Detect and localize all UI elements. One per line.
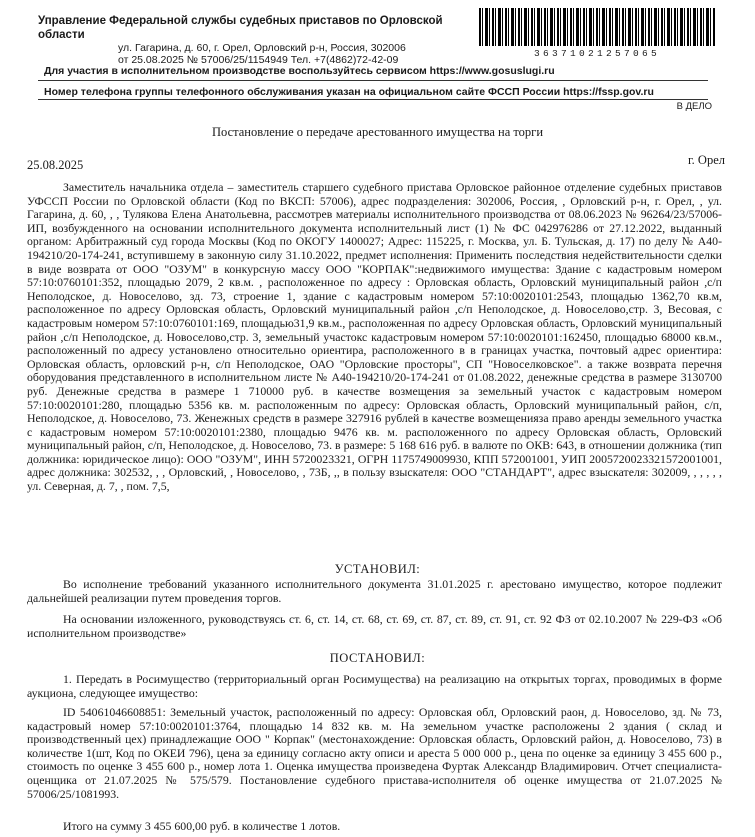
gosuslugi-line: Для участия в исполнительном производстве воспользуйтесь сервисом https://www.gosuslugi.ru [44,65,555,77]
postanovil-heading: ПОСТАНОВИЛ: [329,651,426,665]
ustanovil-paragraph: Во исполнение требований указанного исполнительного документа 31.01.2025 г. арестовано имущество, которое подлежит дальнейшей реализации путем проведения торгов. [27,577,722,605]
property-id-paragraph: ID 54061046608851: Земельный участок, расположенный по адресу: Орловская обл, Орловский раон, д. Новоселово, зд. № 73, кадастровый номер 57:10:0020101:3764, площадью 14 832 кв. м. На земельном участке расположены 2 здания ( склад и производственный цех) принадлежащие ООО " Корпак" (местонахождение: Орловская область, Орловский район, д. Новоселово, 73) в количестве 1(шт, Код по ОКЕИ 796), цена за единицу согласно акту описи и ареста 5 000 000 р., цена по оценке за единицу 3 455 600 р., стоимость по оценке 3 455 600 р., номер лота 1. Оценка имущества произведена Фуртак Александр Владимирович. Отчет специалиста-оценщика от 21.07.2025 № 575/579. Постановление судебного пристава-исполнителя об оценке имущества от 21.07.2025 № 57006/25/1081993. [27,705,722,801]
header-block [38,14,468,66]
item-1-paragraph: 1. Передать в Росимущество (территориальный орган Росимущества) на реализацию на открытых торгах, проводимых в форме аукциона, следующее имущество: [27,672,722,700]
ustanovil-heading: УСТАНОВИЛ: [334,562,421,576]
header-ref: от 25.08.2025 № 57006/25/1154949 Тел. +7(4862)72-42-09 [118,54,399,66]
document-date: 25.08.2025 [27,158,84,172]
intro-paragraph: Заместитель начальника отдела – заместитель старшего судебного пристава Орловское районное отделение судебных приставов УФССП России по Орловской области (Код по ВКСП: 57006), адрес подразделения: 302006, Россия, , Орловский р-н, г. Орел, , ул. Гагарина, д. 60, , , Тулякова Елена Анатольевна, рассмотрев материалы исполнительного производства от 08.06.2023 № 96264/23/57006-ИП, возбужденного на основании исполнительного документа исполнительный лист (1) № ФС 042976286 от 27.12.2022, выданный органом: Арбитражный суд города Москвы (Код по ОКОГУ 1400027; Адрес: 115225, г. Москва, ул. Б. Тульская, д. 17) по делу № А40-194210/20-174-241, вступившему в законную силу 31.10.2022, предмет исполнения: Применить последствия недействительности сделки в виде возврата от ООО "ОЗУМ" в конкурсную массу ООО "КОРПАК":недвижимого имущества: Здание с кадастровым номером 57:10:0760101:352, площадью 2079, 2 кв.м. , расположенное по адресу : Орловская область, Орловский муниципальный район ,с/п Неполодское, д. Новоселово, зд. 73, строение 1, здание с кадастровым номером 57:10:0020101:2543, площадью 1362,70 кв.м, расположенное по адресу Орловская область, Орловский муниципальный район ,с/п Неполодское, д. Новоселово,стр. 3, Весовая, с кадастровым номером 57:10:0760101:169, площадью31,9 кв.м., расположенная по адресу Орловская область, Орловский муниципальный район ,с/п Неполодское, д. Новоселово,стр. 3, земельный участокс кадастровым номером 57:10:0020101:162450, площадью 68000 кв.м., расположенный по адресу установлено относительно ориентира, расположенного в в границах участка, почтовый адрес ориентира: Орловская область, орловский р-н, с/п Неполодское, ОАО "Орловские просторы", СП "Новоселковское". а также возврата перечня оборудования представленного в исполнительном листе № А40-194210/20-174-241 от 01.08.2022, денежные средства в размере 3130700 руб. Денежные средства в размере 1 710000 руб. в качестве возмещения за земельный участок с кадастровым номером 57:10:0020101:280, площадью 5356 кв. м. расположенным по адресу: Орловская область, Орловский муниципальный район, с/п, Неполодское, д. Новоселово, 73. Женежных средств в размере 327916 рублей в качестве возмещенияза право аренды земельного участка с кадастровым номером 57:10:0020101:2380, площадью 9476 кв. м. расположенного по адресу Орловская область, Орловский муниципальный район, с/п, Неполодское, д. Новоселово, 73. в размере: 5 168 616 руб. в валюте по ОКВ: 643, в отношении должника (тип должника: юридическое лицо): ООО "ОЗУМ", ИНН 5720023321, ОГРН 1175749009930, КПП 572001001, УИП 2005720023321572001001, адрес должника: 302532, , , Орловский, , Новоселово, , 73Б, ,, в пользу взыскателя: ООО "СТАНДАРТ", адрес взыскателя: 302009, , , , , , ул. Северная, д. 7, , пом. 7,5, [27,180,722,494]
document-city: г. Орел [687,153,725,167]
header-rule-2 [38,99,708,100]
total-paragraph: Итого на сумму 3 455 600,00 руб. в количестве 1 лотов. [63,819,341,833]
header-org: Управление Федеральной службы судебных приставов по Орловской области [38,15,443,41]
basis-paragraph: На основании изложенного, руководствуясь ст. 6, ст. 14, ст. 68, ст. 69, ст. 87, ст. 89, ст. 91, ст. 92 ФЗ от 02.10.2007 № 229-ФЗ «Об исполнительном производстве» [27,612,722,640]
header-address: ул. Гагарина, д. 60, г. Орел, Орловский р-н, Россия, 302006 [118,42,406,54]
barcode-image [479,8,715,46]
barcode-number: 36371021257065 [533,48,660,59]
phone-line: Номер телефона группы телефонного обслуживания указан на официальном сайте ФССП России https://fssp.gov.ru [44,86,654,98]
document-title: Постановление о передаче арестованного имущества на торги [211,125,544,139]
stamp-v-delo: В ДЕЛО [676,101,712,112]
header-rule-1 [38,80,708,81]
